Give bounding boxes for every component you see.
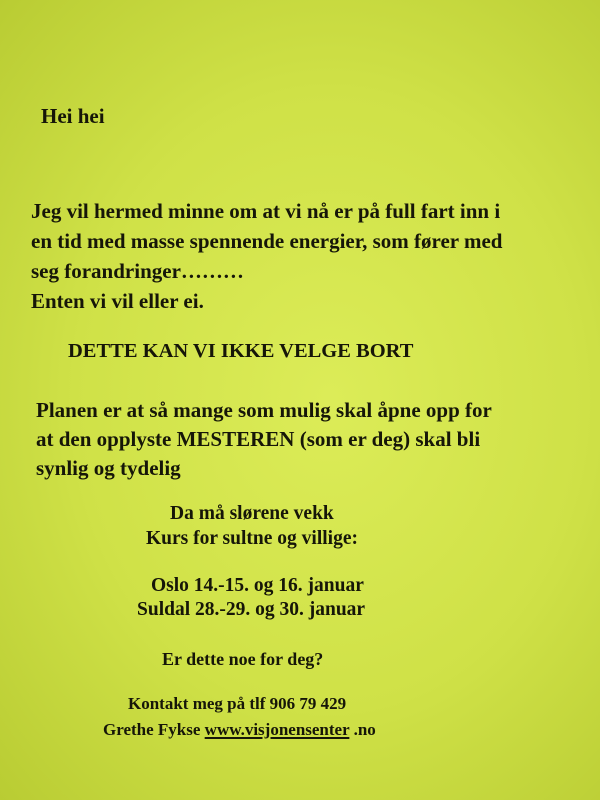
contact-signature bbox=[103, 720, 376, 740]
intro-line-2: en tid med masse spennende energier, som fører med bbox=[31, 229, 503, 253]
intro-line-1: Jeg vil hermed minne om at vi nå er på full fart inn i bbox=[31, 199, 501, 223]
greeting-text: Hei hei bbox=[41, 104, 105, 128]
section-heading: DETTE KAN VI IKKE VELGE BORT bbox=[68, 340, 414, 362]
course-invite-text: Kurs for sultne og villige: bbox=[146, 528, 358, 549]
plan-line-3: synlig og tydelig bbox=[36, 456, 181, 480]
plan-line-1: Planen er at så mange som mulig skal åpne opp for bbox=[36, 398, 492, 422]
intro-paragraph bbox=[31, 196, 503, 316]
intro-line-4: Enten vi vil eller ei. bbox=[31, 289, 204, 313]
intro-line-3: seg forandringer……… bbox=[31, 259, 244, 283]
contact-phone-line: Kontakt meg på tlf 906 79 429 bbox=[128, 694, 347, 713]
question-text: Er dette noe for deg? bbox=[162, 649, 324, 669]
website-suffix: .no bbox=[349, 720, 376, 739]
contact-name: Grethe Fykse bbox=[103, 720, 205, 739]
plan-line-2: at den opplyste MESTEREN (som er deg) skal bli bbox=[36, 427, 481, 451]
course-date-suldal: Suldal 28.-29. og 30. januar bbox=[137, 599, 366, 620]
veil-text: Da må slørene vekk bbox=[170, 503, 334, 524]
course-date-oslo: Oslo 14.-15. og 16. januar bbox=[151, 575, 364, 596]
plan-paragraph bbox=[36, 396, 492, 483]
website-link[interactable]: www.visjonensenter bbox=[204, 720, 350, 739]
